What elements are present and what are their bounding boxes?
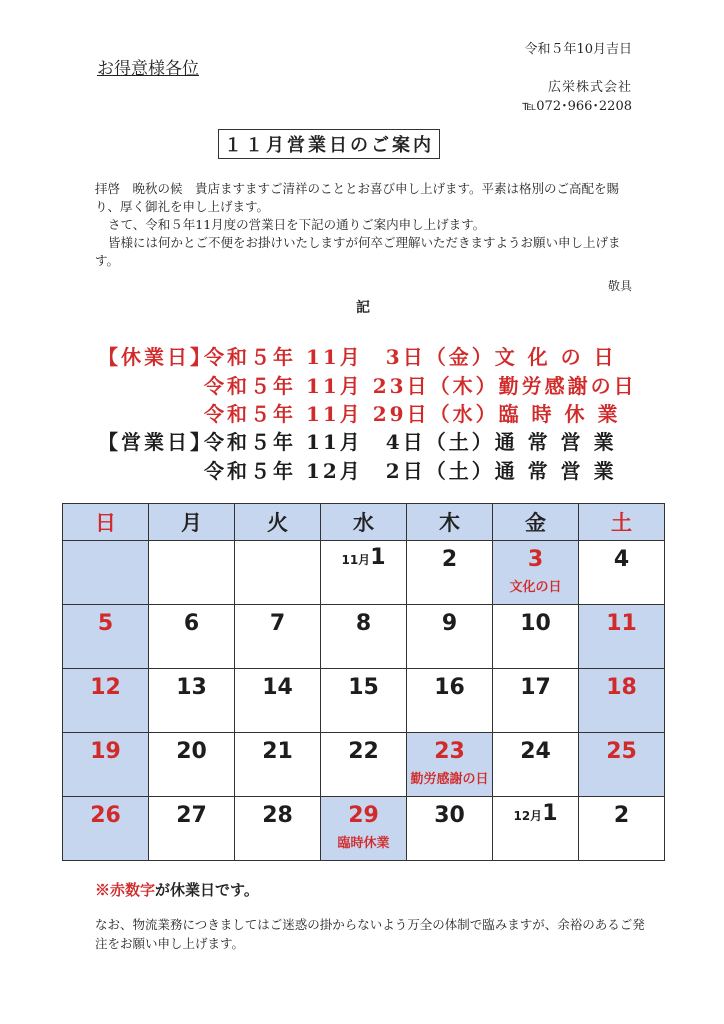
calendar-day-cell (321, 541, 407, 605)
holiday-note: 勤労感謝の日 (410, 772, 489, 787)
day-number: 30 (434, 803, 465, 828)
day-number: 8 (355, 611, 372, 636)
day-number: 22 (348, 739, 379, 764)
company-phone: ℡072･966･2208 (522, 99, 632, 114)
day-number (321, 545, 406, 570)
day-number: 17 (520, 675, 551, 700)
holiday-line (98, 370, 637, 399)
holiday-line (98, 341, 617, 370)
calendar-day-cell (493, 541, 579, 605)
weekday-header: 月 (149, 504, 235, 541)
calendar-day-cell (63, 797, 149, 861)
calendar-day-cell (407, 605, 493, 669)
calendar-day-cell (407, 733, 493, 797)
calendar-day-cell (63, 733, 149, 797)
november-calendar (62, 503, 665, 861)
holiday-entry: 令和５年 11月 23日（木）勤労感謝の日 (204, 374, 637, 398)
calendar-day-cell (579, 669, 665, 733)
calendar-day-cell (407, 797, 493, 861)
calendar-day-cell (493, 797, 579, 861)
calendar-day-cell (579, 605, 665, 669)
calendar-day-cell (63, 605, 149, 669)
holiday-line (98, 398, 620, 427)
day-value: 1 (370, 545, 386, 570)
logistics-note: なお、物流業務につきましてはご迷惑の掛からないよう万全の体制で臨みますが、余裕のあるご発注をお願い申し上げます。 (95, 917, 645, 951)
calendar-day-cell (235, 669, 321, 733)
recipients: お得意様各位 (97, 59, 199, 79)
holiday-note: 臨時休業 (337, 836, 390, 851)
weekday-header: 金 (493, 504, 579, 541)
calendar-day-cell (321, 605, 407, 669)
month-prefix: 12月 (513, 809, 543, 823)
holiday-note: 文化の日 (509, 580, 562, 595)
holiday-entry: 令和５年 11月 3日（金）文 化 の 日 (204, 345, 617, 369)
day-number: 13 (176, 675, 207, 700)
day-number: 6 (183, 611, 200, 636)
day-number: 26 (90, 803, 121, 828)
document-title: １１月営業日のご案内 (218, 129, 440, 159)
business-day-line (98, 455, 617, 484)
day-number: 21 (262, 739, 293, 764)
day-number: 23 (434, 739, 465, 764)
announcement-paragraph: さて、令和５年11月度の営業日を下記の通りご案内申し上げます。 (108, 217, 486, 232)
calendar-week-row (63, 605, 665, 669)
day-number: 20 (176, 739, 207, 764)
calendar-day-cell (149, 605, 235, 669)
day-number: 27 (176, 803, 207, 828)
calendar-day-cell (235, 797, 321, 861)
day-number (493, 801, 578, 826)
calendar-day-cell (579, 797, 665, 861)
day-number: 2 (613, 803, 630, 828)
closing-word: 敬具 (607, 279, 632, 293)
day-number: 3 (527, 547, 544, 572)
day-number: 24 (520, 739, 551, 764)
calendar-day-cell (321, 669, 407, 733)
day-value: 1 (542, 801, 558, 826)
weekday-header: 日 (63, 504, 149, 541)
weekday-header-row (63, 504, 665, 541)
day-number: 4 (613, 547, 630, 572)
calendar-day-cell (235, 605, 321, 669)
calendar-day-cell (321, 797, 407, 861)
day-number: 2 (441, 547, 458, 572)
calendar-day-cell (579, 541, 665, 605)
calendar-week-row (63, 541, 665, 605)
holiday-label: 【休業日】 (98, 345, 213, 369)
business-day-label: 【営業日】 (98, 430, 213, 454)
day-number: 28 (262, 803, 293, 828)
day-number: 5 (97, 611, 114, 636)
calendar-day-cell (579, 733, 665, 797)
calendar-day-cell (493, 669, 579, 733)
ki-heading: 記 (356, 300, 370, 316)
day-number: 14 (262, 675, 293, 700)
issue-date: 令和５年10月吉日 (524, 42, 632, 57)
calendar-week-row (63, 797, 665, 861)
company-name: 広栄株式会社 (547, 80, 632, 95)
calendar-day-cell (407, 541, 493, 605)
weekday-header: 土 (579, 504, 665, 541)
calendar-day-cell (149, 797, 235, 861)
day-number: 19 (90, 739, 121, 764)
day-number: 16 (434, 675, 465, 700)
calendar-day-cell (407, 669, 493, 733)
calendar-day-cell (149, 669, 235, 733)
day-number: 12 (90, 675, 121, 700)
month-prefix: 11月 (341, 553, 371, 567)
footnote (95, 879, 259, 900)
weekday-header: 火 (235, 504, 321, 541)
calendar-day-cell (493, 605, 579, 669)
holiday-entry: 令和５年 11月 29日（水）臨 時 休 業 (204, 402, 621, 426)
business-day-entry: 令和５年 12月 2日（土）通 常 営 業 (204, 459, 617, 483)
business-day-line (98, 426, 617, 455)
weekday-header: 水 (321, 504, 407, 541)
calendar-day-cell (149, 541, 235, 605)
weekday-header: 木 (407, 504, 493, 541)
day-number: 25 (606, 739, 637, 764)
greeting-paragraph: 拝啓 晩秋の候 貴店ますますご清祥のこととお喜び申し上げます。平素は格別のご高配を賜り、厚く御礼を申し上げます。 (95, 181, 620, 214)
footnote-rest: が休業日です。 (155, 881, 259, 899)
day-number: 10 (520, 611, 551, 636)
calendar-day-cell (149, 733, 235, 797)
calendar-day-cell (321, 733, 407, 797)
day-number: 9 (441, 611, 458, 636)
business-day-entry: 令和５年 11月 4日（土）通 常 営 業 (204, 430, 617, 454)
day-number: 18 (606, 675, 637, 700)
apology-paragraph: 皆様には何かとご不便をお掛けいたしますが何卒ご理解いただきますようお願い申し上げます。 (95, 235, 621, 268)
day-number: 11 (606, 611, 637, 636)
calendar-week-row (63, 669, 665, 733)
calendar-day-cell (235, 733, 321, 797)
calendar-day-cell (63, 669, 149, 733)
calendar-week-row (63, 733, 665, 797)
calendar-day-cell (63, 541, 149, 605)
calendar-day-cell (493, 733, 579, 797)
day-number: 7 (269, 611, 286, 636)
calendar-day-cell (235, 541, 321, 605)
day-number: 15 (348, 675, 379, 700)
footnote-red-part: ※赤数字 (95, 881, 156, 899)
day-number: 29 (348, 803, 379, 828)
